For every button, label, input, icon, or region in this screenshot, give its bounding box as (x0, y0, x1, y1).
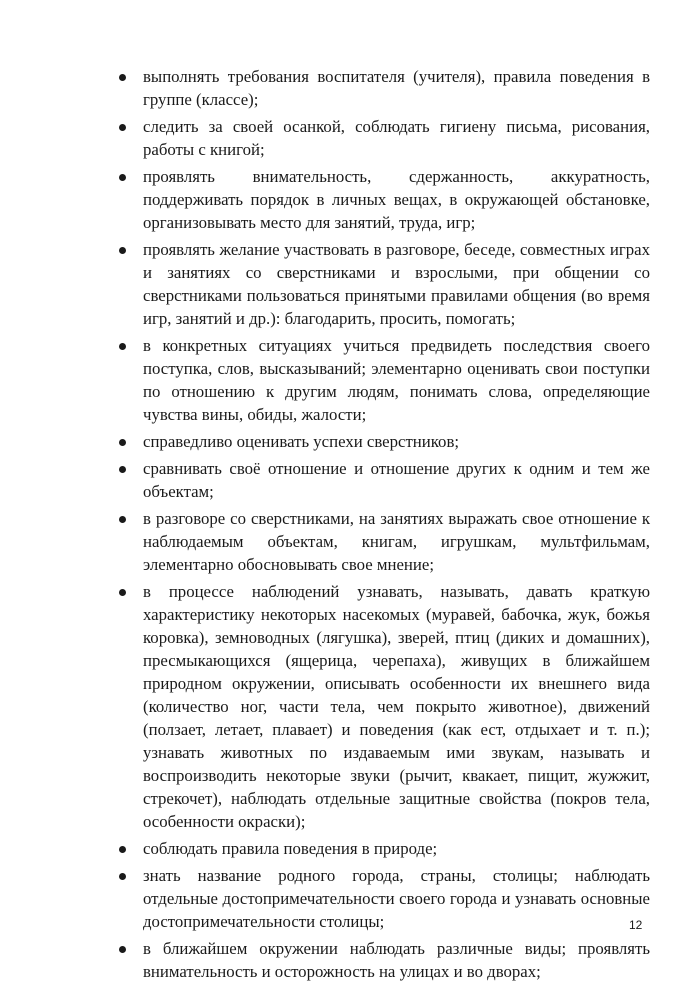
bullet-icon (119, 589, 126, 596)
list-item (118, 65, 650, 111)
list-item-text: знать название родного города, страны, столицы; наблюдать отдельные достопримечательности своего города и узнавать основные достопримечательности столицы; (143, 866, 650, 931)
list-item (118, 457, 650, 503)
list-item-text: в разговоре со сверстниками, на занятиях выражать свое отношение к наблюдаемым объектам, книгам, игрушкам, мультфильмам, элементарно обосновывать свое мнение; (143, 509, 650, 574)
list-item (118, 115, 650, 161)
list-item-text: проявлять желание участвовать в разговоре, беседе, совместных играх и занятиях со сверстниками и взрослыми, при общении со сверстниками пользоваться принятыми правилами общения (во время игр, занятий и др.): благодарить, просить, помогать; (143, 240, 650, 328)
list-item-text: сравнивать своё отношение и отношение других к одним и тем же объектам; (143, 459, 650, 501)
list-item (118, 238, 650, 330)
list-item (118, 580, 650, 833)
bullet-icon (119, 439, 126, 446)
list-item (118, 430, 650, 453)
list-item (118, 937, 650, 983)
bullet-icon (119, 873, 126, 880)
page-number: 12 (629, 918, 643, 932)
bullet-icon (119, 174, 126, 181)
list-item-text: выполнять требования воспитателя (учителя), правила поведения в группе (классе); (143, 67, 650, 109)
list-item-text: следить за своей осанкой, соблюдать гигиену письма, рисования, работы с книгой; (143, 117, 650, 159)
bullet-icon (119, 74, 126, 81)
list-item-text: соблюдать правила поведения в природе; (143, 839, 438, 858)
bullet-icon (119, 343, 126, 350)
bullet-icon (119, 846, 126, 853)
bullet-icon (119, 466, 126, 473)
bullet-list (118, 65, 650, 987)
list-item-text: в конкретных ситуациях учиться предвидеть последствия своего поступка, слов, высказываний; элементарно оценивать свои поступки по отношению к другим людям, понимать слова, определяющие чувства вины, обиды, жалости; (143, 336, 650, 424)
list-item (118, 837, 650, 860)
list-item (118, 507, 650, 576)
list-item (118, 334, 650, 426)
list-item-text: справедливо оценивать успехи сверстников; (143, 432, 460, 451)
list-item (118, 165, 650, 234)
list-item-text: в ближайшем окружении наблюдать различные виды; проявлять внимательность и осторожность на улицах и во дворах; (143, 939, 650, 981)
bullet-icon (119, 247, 126, 254)
bullet-icon (119, 124, 126, 131)
bullet-icon (119, 516, 126, 523)
bullet-icon (119, 946, 126, 953)
list-item-text: проявлять внимательность, сдержанность, аккуратность, поддерживать порядок в личных вещах, в окружающей обстановке, организовывать место для занятий, труда, игр; (143, 167, 650, 232)
list-item-text: в процессе наблюдений узнавать, называть, давать краткую характеристику некоторых насекомых (муравей, бабочка, жук, божья коровка), земноводных (лягушка), зверей, птиц (диких и домашних), пресмыкающихся (ящерица, черепаха), живущих в ближайшем природном окружении, описывать особенности их внешнего вида (количество ног, части тела, чем покрыто животное), движений (ползает, летает, плавает) и поведения (как ест, отдыхает и т. п.); узнавать животных по издаваемым ими звукам, называть и воспроизводить некоторые звуки (рычит, квакает, пищит, жужжит, стрекочет), наблюдать отдельные защитные свойства (покров тела, особенности окраски); (143, 582, 650, 831)
list-item (118, 864, 650, 933)
